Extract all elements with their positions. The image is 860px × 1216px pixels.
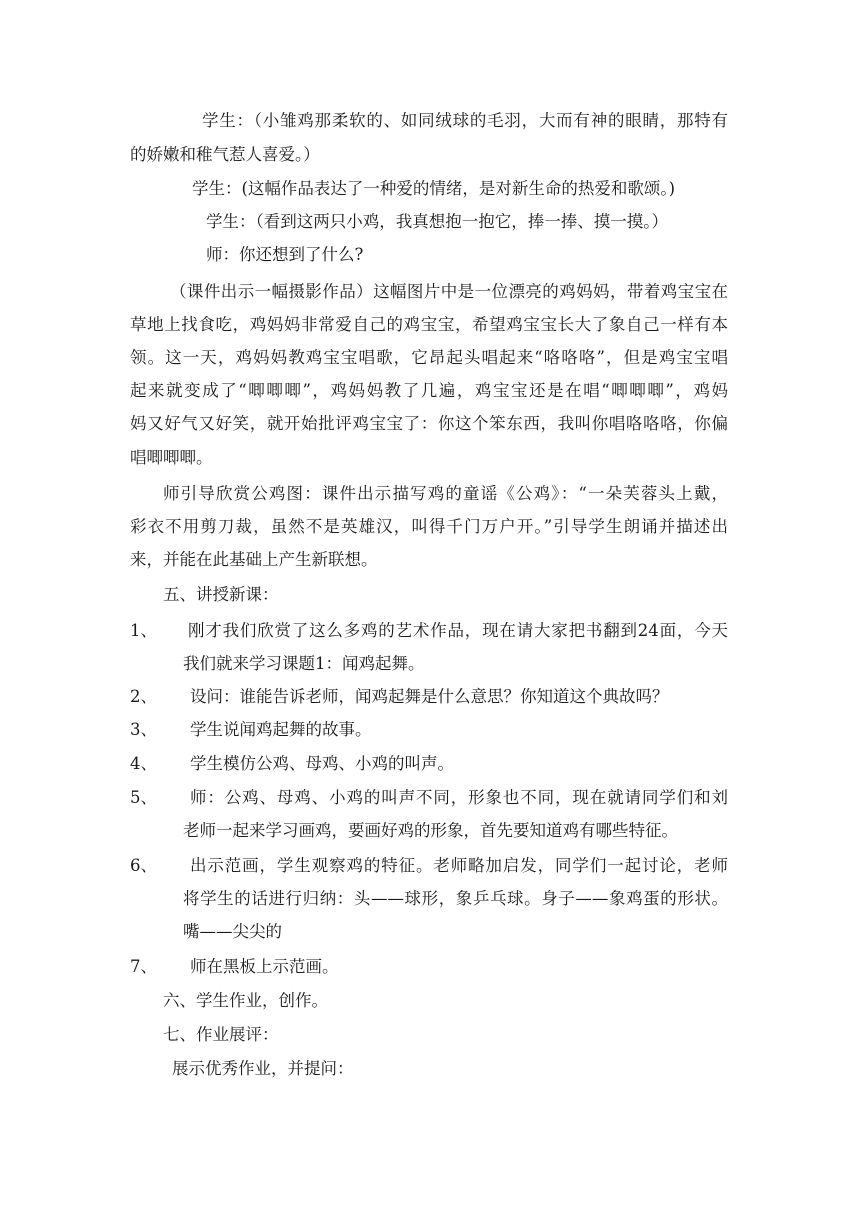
section-heading-5: 五、讲授新课： xyxy=(163,585,279,604)
list-item-line: 刚才我们欣赏了这么多鸡的艺术作品，现在请大家把书翻到24面，今天 xyxy=(188,621,728,640)
story-paragraph-line-3: 领。这一天，鸡妈妈教鸡宝宝唱歌，它昂起头唱起来“咯咯咯”，但是鸡宝宝唱 xyxy=(130,348,728,367)
student-remark-1-line-2: 的娇嫩和稚气惹人喜爱。） xyxy=(130,145,320,164)
rooster-paragraph-line-2: 彩衣不用剪刀裁，虽然不是英雄汉，叫得千门万户开。”引导学生朗诵并描述出 xyxy=(130,517,728,536)
section-heading-7: 七、作业展评： xyxy=(163,1025,279,1044)
story-paragraph-line-1: （课件出示一幅摄影作品）这幅图片中是一位漂亮的鸡妈妈，带着鸡宝宝在 xyxy=(170,282,728,301)
section-heading-6: 六、学生作业，创作。 xyxy=(163,991,328,1010)
list-item-line: 学生说闻鸡起舞的故事。 xyxy=(190,720,372,739)
list-number: 5、 xyxy=(130,788,157,807)
story-paragraph-line-6: 唱唧唧唧。 xyxy=(130,448,213,467)
list-item-line: 我们就来学习课题1：闻鸡起舞。 xyxy=(183,654,425,673)
story-paragraph-line-5: 妈又好气又好笑，就开始批评鸡宝宝了：你这个笨东西，我叫你唱咯咯咯，你偏 xyxy=(130,414,728,433)
list-number: 1、 xyxy=(130,621,157,640)
teacher-question: 师：你还想到了什么? xyxy=(206,245,364,264)
student-remark-3: 学生：（看到这两只小鸡，我真想抱一抱它，捧一捧、摸一摸。） xyxy=(206,212,668,231)
list-number: 7、 xyxy=(130,957,157,976)
story-paragraph-line-2: 草地上找食吃，鸡妈妈非常爱自己的鸡宝宝，希望鸡宝宝长大了象自己一样有本 xyxy=(130,315,728,334)
rooster-paragraph-line-1: 师引导欣赏公鸡图：课件出示描写鸡的童谣《公鸡》：“一朵芙蓉头上戴， xyxy=(163,484,728,503)
list-item-line: 嘴——尖尖的 xyxy=(183,922,282,941)
list-item-line: 学生模仿公鸡、母鸡、小鸡的叫声。 xyxy=(190,754,454,773)
student-remark-2: 学生：(这幅作品表达了一种爱的情绪，是对新生命的热爱和歌颂。) xyxy=(192,179,676,198)
list-number: 2、 xyxy=(130,687,157,706)
list-number: 3、 xyxy=(130,720,157,739)
student-remark-1-line-1: 学生：（小雏鸡那柔软的、如同绒球的毛羽，大而有神的眼睛，那特有 xyxy=(202,111,728,130)
list-number: 6、 xyxy=(130,856,157,875)
list-item-line: 设问：谁能告诉老师，闻鸡起舞是什么意思？你知道这个典故吗？ xyxy=(190,687,669,706)
list-item-line: 老师一起来学习画鸡，要画好鸡的形象，首先要知道鸡有哪些特征。 xyxy=(183,821,678,840)
list-item-line: 将学生的话进行归纳：头——球形，象乒乓球。身子——象鸡蛋的形状。 xyxy=(183,889,728,908)
closing-line: 展示优秀作业，并提问： xyxy=(172,1059,354,1078)
list-item-line: 出示范画，学生观察鸡的特征。老师略加启发，同学们一起讨论，老师 xyxy=(190,856,728,875)
list-number: 4、 xyxy=(130,754,157,773)
rooster-paragraph-line-3: 来，并能在此基础上产生新联想。 xyxy=(130,550,378,569)
list-item-line: 师在黑板上示范画。 xyxy=(190,957,339,976)
story-paragraph-line-4: 起来就变成了“唧唧唧”，鸡妈妈教了几遍，鸡宝宝还是在唱“唧唧唧”，鸡妈 xyxy=(130,381,728,400)
list-item-line: 师：公鸡、母鸡、小鸡的叫声不同，形象也不同，现在就请同学们和刘 xyxy=(190,788,728,807)
